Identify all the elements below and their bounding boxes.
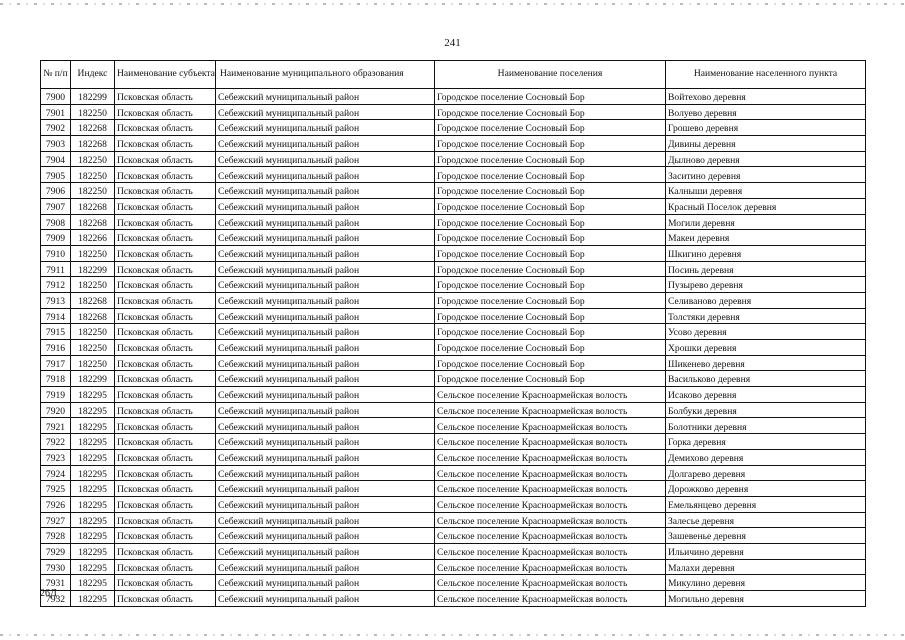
cell-num: 7907 <box>41 198 71 214</box>
cell-index: 182250 <box>71 183 115 199</box>
cell-index: 182299 <box>71 261 115 277</box>
cell-num: 7928 <box>41 528 71 544</box>
cell-index: 182295 <box>71 528 115 544</box>
cell-municipality: Себежский муниципальный район <box>216 559 435 575</box>
cell-index: 182250 <box>71 245 115 261</box>
cell-municipality: Себежский муниципальный район <box>216 198 435 214</box>
cell-municipality: Себежский муниципальный район <box>216 230 435 246</box>
table-row <box>41 120 866 136</box>
cell-municipality: Себежский муниципальный район <box>216 120 435 136</box>
cell-locality: Залесье деревня <box>666 512 866 528</box>
cell-locality: Шикенево деревня <box>666 355 866 371</box>
cell-subject: Псковская область <box>115 167 216 183</box>
cell-settlement: Городское поселение Сосновый Бор <box>435 355 666 371</box>
cell-municipality: Себежский муниципальный район <box>216 355 435 371</box>
cell-subject: Псковская область <box>115 512 216 528</box>
cell-municipality: Себежский муниципальный район <box>216 481 435 497</box>
cell-subject: Псковская область <box>115 528 216 544</box>
cell-locality: Могили деревня <box>666 214 866 230</box>
page-number: 241 <box>444 37 461 49</box>
cell-locality: Исаково деревня <box>666 387 866 403</box>
cell-subject: Псковская область <box>115 230 216 246</box>
cell-index: 182250 <box>71 324 115 340</box>
cell-settlement: Сельское поселение Красноармейская волость <box>435 387 666 403</box>
cell-locality: Могильно деревня <box>666 591 866 607</box>
cell-index: 182250 <box>71 104 115 120</box>
table-header-row <box>41 61 866 89</box>
cell-locality: Долгарево деревня <box>666 465 866 481</box>
cell-locality: Емельянцево деревня <box>666 496 866 512</box>
cell-subject: Псковская область <box>115 89 216 105</box>
cell-locality: Зашевенье деревня <box>666 528 866 544</box>
table-row <box>41 230 866 246</box>
localities-table <box>40 60 866 607</box>
cell-settlement: Сельское поселение Красноармейская волость <box>435 465 666 481</box>
cell-settlement: Городское поселение Сосновый Бор <box>435 308 666 324</box>
cell-locality: Пузырево деревня <box>666 277 866 293</box>
cell-municipality: Себежский муниципальный район <box>216 324 435 340</box>
cell-num: 7914 <box>41 308 71 324</box>
cell-locality: Волуево деревня <box>666 104 866 120</box>
cell-locality: Усово деревня <box>666 324 866 340</box>
table-row <box>41 198 866 214</box>
cell-index: 182266 <box>71 230 115 246</box>
cell-subject: Псковская область <box>115 496 216 512</box>
table-row <box>41 528 866 544</box>
cell-locality: Посинь деревня <box>666 261 866 277</box>
table-row <box>41 591 866 607</box>
cell-subject: Псковская область <box>115 261 216 277</box>
cell-subject: Псковская область <box>115 198 216 214</box>
cell-locality: Хрошки деревня <box>666 340 866 356</box>
cell-subject: Псковская область <box>115 575 216 591</box>
table-row <box>41 340 866 356</box>
cell-index: 182295 <box>71 434 115 450</box>
cell-settlement: Городское поселение Сосновый Бор <box>435 183 666 199</box>
cell-settlement: Городское поселение Сосновый Бор <box>435 277 666 293</box>
cell-index: 182299 <box>71 89 115 105</box>
cell-municipality: Себежский муниципальный район <box>216 465 435 481</box>
cell-municipality: Себежский муниципальный район <box>216 449 435 465</box>
cell-municipality: Себежский муниципальный район <box>216 277 435 293</box>
cell-municipality: Себежский муниципальный район <box>216 340 435 356</box>
scan-edge-top <box>0 3 905 5</box>
cell-municipality: Себежский муниципальный район <box>216 434 435 450</box>
table-row <box>41 449 866 465</box>
cell-subject: Псковская область <box>115 418 216 434</box>
cell-num: 7931 <box>41 575 71 591</box>
table-row <box>41 104 866 120</box>
cell-municipality: Себежский муниципальный район <box>216 418 435 434</box>
cell-settlement: Сельское поселение Красноармейская волость <box>435 418 666 434</box>
cell-municipality: Себежский муниципальный район <box>216 543 435 559</box>
cell-subject: Псковская область <box>115 292 216 308</box>
cell-index: 182295 <box>71 512 115 528</box>
cell-num: 7910 <box>41 245 71 261</box>
cell-locality: Болбуки деревня <box>666 402 866 418</box>
cell-index: 182295 <box>71 591 115 607</box>
cell-settlement: Сельское поселение Красноармейская волость <box>435 402 666 418</box>
cell-subject: Псковская область <box>115 136 216 152</box>
cell-index: 182250 <box>71 167 115 183</box>
table-row <box>41 151 866 167</box>
table-row <box>41 261 866 277</box>
cell-index: 182295 <box>71 449 115 465</box>
cell-index: 182250 <box>71 355 115 371</box>
cell-locality: Толстяки деревня <box>666 308 866 324</box>
cell-settlement: Городское поселение Сосновый Бор <box>435 245 666 261</box>
cell-num: 7921 <box>41 418 71 434</box>
cell-index: 182250 <box>71 340 115 356</box>
cell-locality: Шкигино деревня <box>666 245 866 261</box>
cell-num: 7904 <box>41 151 71 167</box>
cell-locality: Селиваново деревня <box>666 292 866 308</box>
cell-index: 182295 <box>71 418 115 434</box>
cell-subject: Псковская область <box>115 340 216 356</box>
cell-index: 182295 <box>71 387 115 403</box>
cell-municipality: Себежский муниципальный район <box>216 512 435 528</box>
cell-locality: Микулино деревня <box>666 575 866 591</box>
cell-locality: Демихово деревня <box>666 449 866 465</box>
cell-municipality: Себежский муниципальный район <box>216 167 435 183</box>
table-row <box>41 89 866 105</box>
cell-locality: Калныши деревня <box>666 183 866 199</box>
table-row <box>41 324 866 340</box>
cell-municipality: Себежский муниципальный район <box>216 151 435 167</box>
cell-index: 182299 <box>71 371 115 387</box>
cell-subject: Псковская область <box>115 591 216 607</box>
cell-subject: Псковская область <box>115 449 216 465</box>
cell-locality: Дылново деревня <box>666 151 866 167</box>
cell-settlement: Сельское поселение Красноармейская волость <box>435 559 666 575</box>
cell-municipality: Себежский муниципальный район <box>216 528 435 544</box>
cell-settlement: Сельское поселение Красноармейская волость <box>435 481 666 497</box>
cell-index: 182295 <box>71 465 115 481</box>
cell-num: 7925 <box>41 481 71 497</box>
table-row <box>41 355 866 371</box>
cell-locality: Васильково деревня <box>666 371 866 387</box>
cell-settlement: Городское поселение Сосновый Бор <box>435 324 666 340</box>
cell-subject: Псковская область <box>115 371 216 387</box>
cell-locality: Ильичино деревня <box>666 543 866 559</box>
cell-subject: Псковская область <box>115 387 216 403</box>
cell-num: 7924 <box>41 465 71 481</box>
cell-municipality: Себежский муниципальный район <box>216 104 435 120</box>
cell-municipality: Себежский муниципальный район <box>216 89 435 105</box>
cell-municipality: Себежский муниципальный район <box>216 183 435 199</box>
cell-subject: Псковская область <box>115 559 216 575</box>
cell-num: 7926 <box>41 496 71 512</box>
cell-locality: Малахи деревня <box>666 559 866 575</box>
cell-municipality: Себежский муниципальный район <box>216 575 435 591</box>
cell-subject: Псковская область <box>115 277 216 293</box>
cell-settlement: Городское поселение Сосновый Бор <box>435 120 666 136</box>
cell-subject: Псковская область <box>115 355 216 371</box>
cell-index: 182268 <box>71 120 115 136</box>
cell-num: 7902 <box>41 120 71 136</box>
table-row <box>41 277 866 293</box>
cell-settlement: Сельское поселение Красноармейская волость <box>435 528 666 544</box>
table-row <box>41 402 866 418</box>
cell-settlement: Городское поселение Сосновый Бор <box>435 230 666 246</box>
cell-num: 7903 <box>41 136 71 152</box>
cell-num: 7909 <box>41 230 71 246</box>
footer-mark: 26Д <box>40 588 57 599</box>
cell-index: 182268 <box>71 198 115 214</box>
cell-municipality: Себежский муниципальный район <box>216 591 435 607</box>
cell-num: 7919 <box>41 387 71 403</box>
cell-index: 182268 <box>71 136 115 152</box>
cell-num: 7906 <box>41 183 71 199</box>
table-row <box>41 512 866 528</box>
cell-settlement: Городское поселение Сосновый Бор <box>435 214 666 230</box>
cell-index: 182295 <box>71 559 115 575</box>
cell-settlement: Сельское поселение Красноармейская волость <box>435 434 666 450</box>
table-row <box>41 292 866 308</box>
cell-settlement: Городское поселение Сосновый Бор <box>435 151 666 167</box>
cell-subject: Псковская область <box>115 104 216 120</box>
cell-locality: Войтехово деревня <box>666 89 866 105</box>
cell-subject: Псковская область <box>115 402 216 418</box>
cell-num: 7917 <box>41 355 71 371</box>
cell-settlement: Сельское поселение Красноармейская волость <box>435 575 666 591</box>
cell-index: 182250 <box>71 277 115 293</box>
cell-num: 7923 <box>41 449 71 465</box>
table-row <box>41 418 866 434</box>
cell-num: 7915 <box>41 324 71 340</box>
scan-edge-bottom <box>0 634 905 636</box>
cell-index: 182268 <box>71 308 115 324</box>
cell-settlement: Сельское поселение Красноармейская волость <box>435 543 666 559</box>
cell-num: 7912 <box>41 277 71 293</box>
cell-subject: Псковская область <box>115 434 216 450</box>
cell-settlement: Городское поселение Сосновый Бор <box>435 136 666 152</box>
header-municipality: Наименование муниципального образования <box>216 61 435 89</box>
table-row <box>41 481 866 497</box>
cell-municipality: Себежский муниципальный район <box>216 136 435 152</box>
cell-subject: Псковская область <box>115 481 216 497</box>
cell-index: 182250 <box>71 151 115 167</box>
cell-settlement: Городское поселение Сосновый Бор <box>435 89 666 105</box>
cell-index: 182268 <box>71 214 115 230</box>
cell-municipality: Себежский муниципальный район <box>216 261 435 277</box>
table-row <box>41 245 866 261</box>
cell-subject: Псковская область <box>115 543 216 559</box>
cell-settlement: Сельское поселение Красноармейская волость <box>435 449 666 465</box>
cell-settlement: Городское поселение Сосновый Бор <box>435 292 666 308</box>
cell-num: 7927 <box>41 512 71 528</box>
table-row <box>41 465 866 481</box>
cell-num: 7918 <box>41 371 71 387</box>
table-row <box>41 575 866 591</box>
cell-num: 7929 <box>41 543 71 559</box>
cell-index: 182295 <box>71 481 115 497</box>
cell-subject: Псковская область <box>115 183 216 199</box>
cell-municipality: Себежский муниципальный район <box>216 245 435 261</box>
cell-locality: Грошево деревня <box>666 120 866 136</box>
cell-settlement: Городское поселение Сосновый Бор <box>435 104 666 120</box>
header-subject: Наименование субъекта <box>115 61 216 89</box>
cell-locality: Горка деревня <box>666 434 866 450</box>
cell-settlement: Городское поселение Сосновый Бор <box>435 198 666 214</box>
table-row <box>41 496 866 512</box>
cell-num: 7900 <box>41 89 71 105</box>
cell-subject: Псковская область <box>115 465 216 481</box>
cell-num: 7932 <box>41 591 71 607</box>
table-row <box>41 136 866 152</box>
cell-municipality: Себежский муниципальный район <box>216 371 435 387</box>
cell-settlement: Сельское поселение Красноармейская волость <box>435 496 666 512</box>
table-row <box>41 183 866 199</box>
table-row <box>41 543 866 559</box>
header-settlement: Наименование поселения <box>435 61 666 89</box>
cell-locality: Дорожково деревня <box>666 481 866 497</box>
cell-municipality: Себежский муниципальный район <box>216 214 435 230</box>
cell-locality: Макеи деревня <box>666 230 866 246</box>
table-row <box>41 371 866 387</box>
cell-subject: Псковская область <box>115 120 216 136</box>
table-row <box>41 434 866 450</box>
cell-subject: Псковская область <box>115 151 216 167</box>
cell-settlement: Городское поселение Сосновый Бор <box>435 371 666 387</box>
cell-index: 182295 <box>71 575 115 591</box>
table-row <box>41 308 866 324</box>
cell-index: 182268 <box>71 292 115 308</box>
cell-num: 7930 <box>41 559 71 575</box>
cell-municipality: Себежский муниципальный район <box>216 496 435 512</box>
cell-subject: Псковская область <box>115 324 216 340</box>
header-num: № п/п <box>41 61 71 89</box>
cell-subject: Псковская область <box>115 214 216 230</box>
cell-municipality: Себежский муниципальный район <box>216 308 435 324</box>
cell-locality: Заситино деревня <box>666 167 866 183</box>
cell-settlement: Городское поселение Сосновый Бор <box>435 261 666 277</box>
cell-subject: Псковская область <box>115 245 216 261</box>
cell-locality: Красный Поселок деревня <box>666 198 866 214</box>
cell-settlement: Сельское поселение Красноармейская волость <box>435 591 666 607</box>
cell-num: 7913 <box>41 292 71 308</box>
cell-num: 7916 <box>41 340 71 356</box>
table-row <box>41 387 866 403</box>
table-body <box>41 89 866 607</box>
cell-municipality: Себежский муниципальный район <box>216 292 435 308</box>
cell-settlement: Городское поселение Сосновый Бор <box>435 167 666 183</box>
cell-index: 182295 <box>71 402 115 418</box>
cell-locality: Дивины деревня <box>666 136 866 152</box>
cell-index: 182295 <box>71 496 115 512</box>
cell-num: 7920 <box>41 402 71 418</box>
cell-settlement: Городское поселение Сосновый Бор <box>435 340 666 356</box>
cell-index: 182295 <box>71 543 115 559</box>
cell-locality: Болотники деревня <box>666 418 866 434</box>
table-row <box>41 167 866 183</box>
cell-municipality: Себежский муниципальный район <box>216 387 435 403</box>
cell-subject: Псковская область <box>115 308 216 324</box>
cell-num: 7901 <box>41 104 71 120</box>
cell-num: 7911 <box>41 261 71 277</box>
cell-settlement: Сельское поселение Красноармейская волость <box>435 512 666 528</box>
header-locality: Наименование населенного пункта <box>666 61 866 89</box>
table-row <box>41 214 866 230</box>
header-index: Индекс <box>71 61 115 89</box>
cell-num: 7908 <box>41 214 71 230</box>
cell-num: 7922 <box>41 434 71 450</box>
cell-num: 7905 <box>41 167 71 183</box>
cell-municipality: Себежский муниципальный район <box>216 402 435 418</box>
table-row <box>41 559 866 575</box>
